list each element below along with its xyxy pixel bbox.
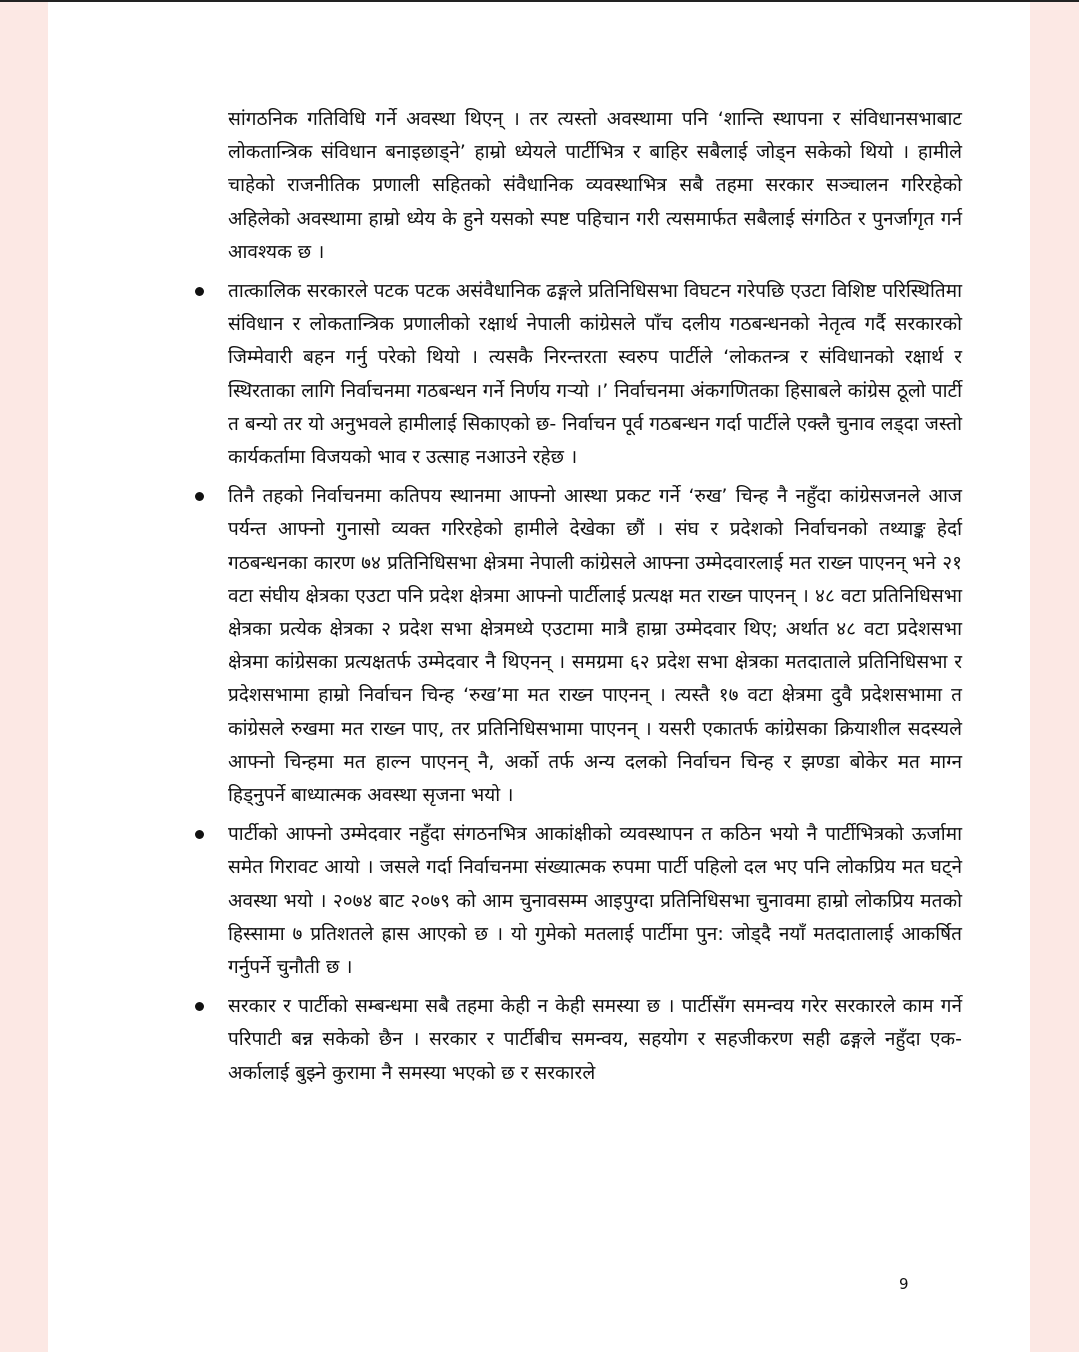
bullet-icon bbox=[195, 830, 204, 839]
document-page[interactable] bbox=[48, 2, 1030, 1352]
bullet-icon bbox=[195, 287, 204, 296]
bullet-text: सरकार र पार्टीको सम्बन्धमा सबै तहमा केही न केही समस्या छ । पार्टीसँग समन्वय गरेर सरकारले काम गर्ने परिपाटी बन्न सकेको छैन । सरकार र पार्टीबीच समन्वय, सहयोग र सहजीकरण सही ढङ्गले नहुँदा एक-अर्कालाई बुझ्ने कुरामा नै समस्या भएको छ र सरकारले bbox=[228, 995, 962, 1084]
bullet-item bbox=[228, 275, 962, 474]
bullet-icon bbox=[195, 492, 204, 501]
bullet-icon bbox=[195, 1002, 204, 1011]
page-number: 9 bbox=[899, 1275, 909, 1293]
bullet-text: पार्टीको आफ्नो उम्मेदवार नहुँदा संगठनभित्र आकांक्षीको व्यवस्थापन त कठिन भयो नै पार्टीभित्रको ऊर्जामा समेत गिरावट आयो । जसले गर्दा निर्वाचनमा संख्यात्मक रुपमा पार्टी पहिलो दल भए पनि लोकप्रिय मत घट्ने अवस्था भयो । २०७४ बाट २०७९ को आम चुनावसम्म आइपुग्दा प्रतिनिधिसभा चुनावमा हाम्रो लोकप्रिय मतको हिस्सामा ७ प्रतिशतले ह्रास आएको छ । यो गुमेको मतलाई पार्टीमा पुन: जोड्दै नयाँ मतदातालाई आकर्षित गर्नुपर्ने चुनौती छ । bbox=[228, 823, 962, 979]
bullet-item bbox=[228, 480, 962, 812]
bullet-text: तात्कालिक सरकारले पटक पटक असंवैधानिक ढङ्गले प्रतिनिधिसभा विघटन गरेपछि एउटा विशिष्ट परिस्थितिमा संविधान र लोकतान्त्रिक प्रणालीको रक्षार्थ नेपाली कांग्रेसले पाँच दलीय गठबन्धनको नेतृत्व गर्दै सरकारको जिम्मेवारी बहन गर्नु परेको थियो । त्यसकै निरन्तरता स्वरुप पार्टीले ‘लोकतन्त्र र संविधानको रक्षार्थ र स्थिरताका लागि निर्वाचनमा गठबन्धन गर्ने निर्णय गऱ्यो ।’ निर्वाचनमा अंकगणितका हिसाबले कांग्रेस ठूलो पार्टी त बन्यो तर यो अनुभवले हामीलाई सिकाएको छ- निर्वाचन पूर्व गठबन्धन गर्दा पार्टीले एक्लै चुनाव लड्दा जस्तो कार्यकर्तामा विजयको भाव र उत्साह नआउने रहेछ । bbox=[228, 280, 962, 469]
bullet-item bbox=[228, 818, 962, 984]
bullet-text: तिनै तहको निर्वाचनमा कतिपय स्थानमा आफ्नो आस्था प्रकट गर्ने ‘रुख’ चिन्ह नै नहुँदा कांग्रेसजनले आज पर्यन्त आफ्नो गुनासो व्यक्त गरिरहेको हामीले देखेका छौं । संघ र प्रदेशको निर्वाचनको तथ्याङ्क हेर्दा गठबन्धनका कारण ७४ प्रतिनिधिसभा क्षेत्रमा नेपाली कांग्रेसले आफ्ना उम्मेदवारलाई मत राख्न पाएनन् भने २१ वटा संघीय क्षेत्रका एउटा पनि प्रदेश क्षेत्रमा आफ्नो पार्टीलाई प्रत्यक्ष मत राख्न पाएनन् । ४८ वटा प्रतिनिधिसभा क्षेत्रका प्रत्येक क्षेत्रका २ प्रदेश सभा क्षेत्रमध्ये एउटामा मात्रै हाम्रा उम्मेदवार थिए; अर्थात ४८ वटा प्रदेशसभा क्षेत्रमा कांग्रेसका प्रत्यक्षतर्फ उम्मेदवार नै थिएनन् । समग्रमा ६२ प्रदेश सभा क्षेत्रका मतदाताले प्रतिनिधिसभा र प्रदेशसभामा हाम्रो निर्वाचन चिन्ह ‘रुख’मा मत राख्न पाएनन् । त्यस्तै १७ वटा क्षेत्रमा दुवै प्रदेशसभामा त कांग्रेसले रुखमा मत राख्न पाए, तर प्रतिनिधिसभामा पाएनन् । यसरी एकातर्फ कांग्रेसका क्रियाशील सदस्यले आफ्नो चिन्हमा मत हाल्न पाएनन् नै, अर्को तर्फ अन्य दलको निर्वाचन चिन्ह र झण्डा बोकेर मत माग्न हिड्नुपर्ने बाध्यात्मक अवस्था सृजना भयो । bbox=[228, 485, 962, 807]
intro-paragraph: सांगठनिक गतिविधि गर्ने अवस्था थिएन् । तर त्यस्तो अवस्थामा पनि ‘शान्ति स्थापना र संविधानसभाबाट लोकतान्त्रिक संविधान बनाइछाड्ने’ हाम्रो ध्येयले पार्टीभित्र र बाहिर सबैलाई जोड्न सकेको थियो । हामीले चाहेको राजनीतिक प्रणाली सहितको संवैधानिक व्यवस्थाभित्र सबै तहमा सरकार सञ्चालन गरिरहेको अहिलेको अवस्थामा हाम्रो ध्येय के हुने यसको स्पष्ट पहिचान गरी त्यसमार्फत सबैलाई संगठित र पुनर्जागृत गर्न आवश्यक छ । bbox=[228, 108, 962, 263]
page-body bbox=[228, 103, 962, 1096]
bullet-item bbox=[228, 990, 962, 1090]
